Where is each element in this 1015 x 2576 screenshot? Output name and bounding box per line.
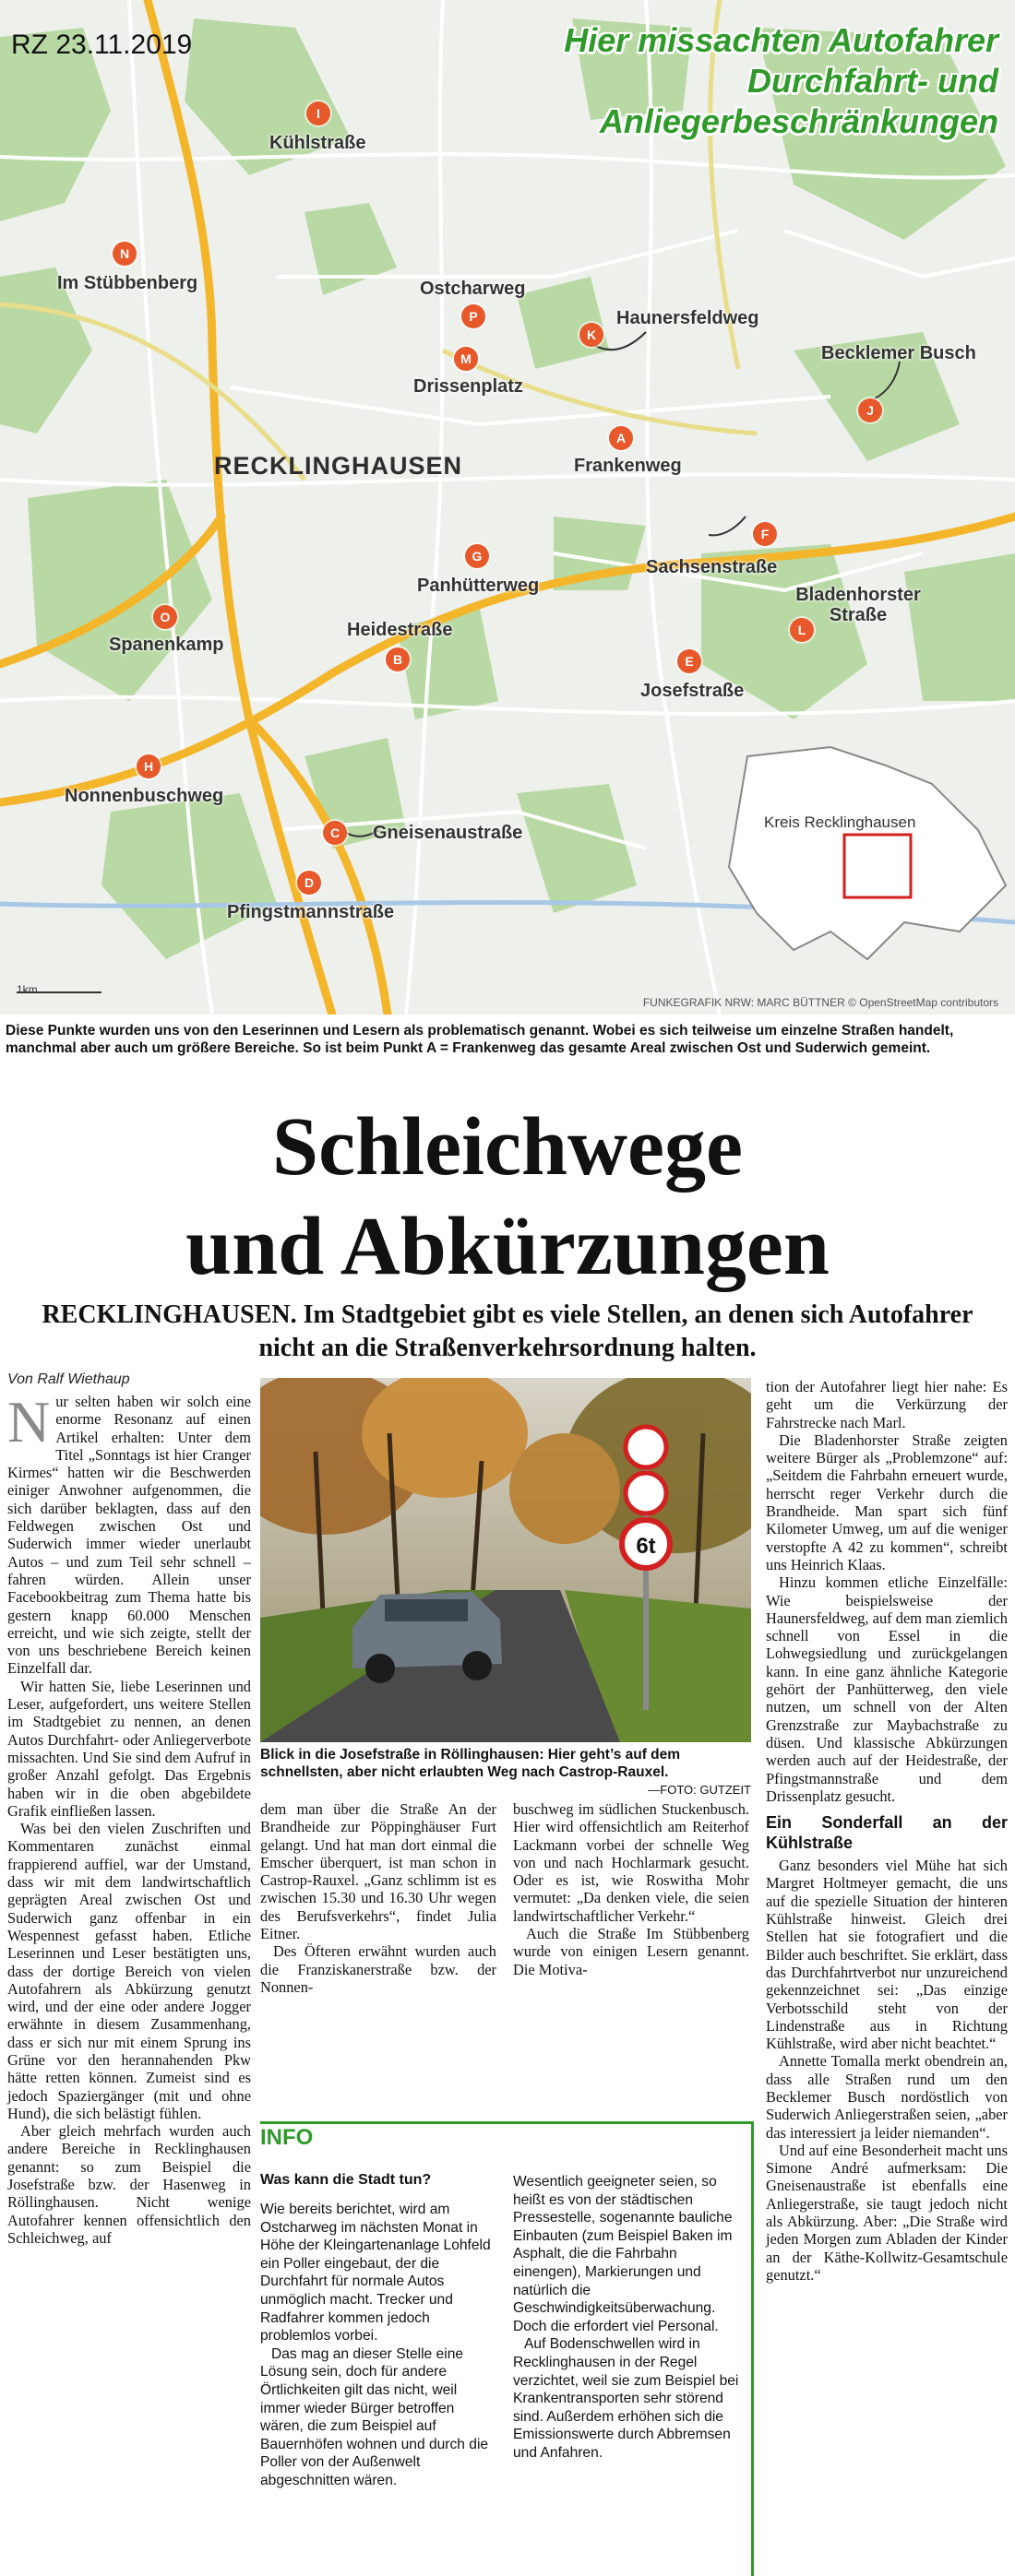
article-subtitle: RECKLINGHAUSEN. Im Stadtgebiet gibt es viele Stellen, an denen sich Autofahrer nicht an die Straßenverkehrsordnung halten. [42, 1300, 973, 1362]
map-pin-label: Kühlstraße [269, 133, 366, 153]
map-pin-label: Im Stübbenberg [57, 273, 198, 293]
paragraph: Annette Tomalla merkt obendrein an, dass alle Straßen rund um den Becklemer Busch nordöstlich von Suderwich Anliegerstraßen seien, „aber das interessiert ja leider niemanden“. [766, 2052, 1008, 2142]
paragraph: Und auf eine Besonderheit macht uns Simone André aufmerksam: Die Gneisenaustraße ist ebenfalls eine Anliegerstraße, sie taugt jedoch nicht als Abkürzung. Aber: „Die Straße wird jeden Morgen zum Abladen der Kinder an der Käthe-Kollwitz-Gesamtschule genutzt.“ [766, 2141, 1008, 2284]
article-photo [260, 1378, 751, 1742]
paragraph: Aber gleich mehrfach wurden auch andere Bereiche in Recklinghausen genannt: so zum Beispiel die Josefstraße bzw. der Hasenweg in Röllinghausen. Nicht wenige Autofahrer kennen offensichtlich den Schleichweg, auf [7, 2122, 251, 2247]
map-pin-label: Sachsenstraße [646, 557, 778, 577]
paragraph: Ganz besonders viel Mühe hat sich Margret Holtmeyer gemacht, die uns auf die spezielle Situation der hinteren Kühlstraße hinweist. Gleich drei Stellen hat sie fotografiert und die Bilder auch beschriftet. Sie erklärt, dass das Durchfahrtverbot nur unzureichend gekennzeichnet sei: „Das einzige Verbotsschild steht von der Lindenstraße aus in Richtung Kühlstraße, wird aber nicht beachtet.“ [766, 1857, 1008, 2053]
map-pin[interactable]: D [297, 871, 321, 895]
map-pin-label: Spanenkamp [109, 635, 224, 655]
paragraph: Was bei den vielen Zuschriften und Kommentaren zunächst einmal frappierend auffiel, war der Umstand, dass wir mit dem landwirtschaftlich geprägten Areal zwischen Ost und Suderwich ganz offenbar in ein Wespennest gefasst haben. Etliche Leserinnen und Leser bestätigten uns, dass der dortige Bereich von vielen Autofahrern als Abkürzung genutzt wird, und der eine oder andere Jogger erwähnte in diesem Zusammenhang, dass er sich nur mit einem Sprung ins Grüne vor den herannahenden Pkw hätte retten können. Zumeist sind es jedoch Spaziergänger (mit und ohne Hund), die sich belästigt fühlen. [7, 1820, 251, 2122]
paragraph: tion der Autofahrer liegt hier nahe: Es geht um die Verkürzung der Fahrstrecke nach Marl. [766, 1378, 1008, 1431]
map-headline-line: Durchfahrt- und [747, 62, 998, 100]
article-column-3 [513, 1800, 749, 1978]
paragraph: buschweg im südlichen Stuckenbusch. Hier wird offensichtlich am Reiterhof Lackmann vorbei der schnelle Weg von und nach Hochlarmark gesucht. Oder es ist, wie Roswitha Mohr vermutet: „Da denken viele, die seien landwirtschaftlicher Verkehr.“ [513, 1800, 749, 1925]
map-pin[interactable]: J [858, 398, 882, 422]
byline: Von Ralf Wiethaup [7, 1371, 130, 1387]
map-pin[interactable]: L [790, 618, 814, 642]
paragraph: Nur selten haben wir solch eine enorme Resonanz auf einen Artikel erhalten: Unter dem Titel „Sonntags ist hier Cranger Kirmes“ hatten wir die Beschwerden einiger Anwohner aufgenommen, die sich darüber beklagten, dass auf den Feldwegen zwischen Ost und Suderwich immer wieder unerlaubt Autos – und zum Teil sehr schnell – fahren würden. Allein unser Facebookbeitrag zum Thema hatte bis gestern knapp 60.000 Menschen erreicht, und wie sich zeigte, stellt der von uns beschriebene Bereich keinen Einzelfall dar. [7, 1389, 251, 1678]
map-credit: FUNKEGRAFIK NRW: MARC BÜTTNER © OpenStreetMap contributors [642, 996, 998, 1009]
article-column-1 [7, 1389, 251, 2247]
map-pin[interactable]: O [153, 605, 177, 629]
sign-text: 6t [636, 1534, 656, 1559]
article-column-4 [766, 1378, 1008, 2284]
article-column-2 [260, 1800, 496, 1996]
info-column-right [513, 2173, 739, 2463]
photo-credit: —FOTO: GUTZEIT [648, 1783, 751, 1797]
map-pin[interactable]: G [465, 544, 489, 568]
map-pin[interactable]: K [579, 323, 603, 347]
paragraph: Das mag an dieser Stelle eine Lösung sein, doch für andere Örtlichkeiten gilt das nicht, weil immer wieder Bürger betroffen wären, die zum Beispiel auf Bauernhöfen wohnen und durch die Poller von der Außenwelt abgeschnitten wären. [260, 2345, 489, 2488]
paragraph: Des Öfteren erwähnt wurden auch die Franziskanerstraße bzw. der Nonnen- [260, 1942, 496, 1996]
map-pin-label: Panhütterweg [417, 576, 540, 596]
paragraph: Auf Bodenschwellen wird in Recklinghausen in der Regel verzichtet, weil sie zum Beispiel bei Krankentransporten sehr störend sind. Außerdem erhöhen sich die Emissionswerte durch Abbremsen und Anfahren. [513, 2336, 739, 2461]
map-pin[interactable]: E [677, 649, 701, 673]
info-title: INFO [260, 2125, 314, 2150]
article-title [0, 1098, 1015, 1297]
map-pin[interactable]: B [386, 647, 410, 671]
paragraph: Die Bladenhorster Straße zeigten weitere Bürger als „Problemzone“ auf: „Seitdem die Fahrbahn erneuert wurde, herrscht reger Verkehr durch die Brandheide. Man spart sich fünf Kilometer Umweg, um auf die weniger verstopfte A 42 zu kommen“, schreibt uns Heinrich Klaas. [766, 1430, 1008, 1573]
paragraph: Wie bereits berichtet, wird am Ostcharweg im nächsten Monat in Höhe der Kleingartenanlage Lohfeld ein Poller eingebaut, der die Durchfahrt für normale Autos unmöglich macht. Trecker und Radfahrer kommen jedoch problemlos vorbei. [260, 2202, 491, 2345]
map-pin-label: Haunersfeldweg [616, 308, 759, 328]
map-pin[interactable]: I [306, 101, 330, 125]
map-pin-label: Heidestraße [347, 620, 453, 640]
map-pin-label: Frankenweg [574, 456, 682, 476]
map-pin[interactable]: N [113, 242, 137, 266]
article-title-line: Schleichwege [272, 1101, 743, 1193]
map-pin-label: Gneisenaustraße [373, 823, 523, 843]
map-pin-label: Nonnenbuschweg [65, 786, 224, 806]
map-pin-label: Drissenplatz [413, 376, 523, 397]
info-question: Was kann die Stadt tun? [260, 2172, 432, 2188]
map-pin-label: Ostcharweg [420, 279, 526, 299]
inset-label: Kreis Recklinghausen [764, 813, 916, 831]
map-pin[interactable]: H [137, 754, 161, 778]
map-pin[interactable]: C [323, 821, 347, 845]
scale-label: 1km [17, 983, 38, 996]
map-graphic [0, 0, 1015, 1015]
city-label: RECKLINGHAUSEN [214, 452, 463, 480]
dropcap: N [7, 1389, 51, 1454]
map-headline-line: Anliegerbeschränkungen [599, 102, 998, 140]
paragraph: Wir hatten Sie, liebe Leserinnen und Leser, aufgefordert, uns weitere Stellen im Stadtgebiet zu nennen, an denen Autos Durchfahrt- oder Anliegerverbote missachten. Und Sie sind dem Aufruf in großer Anzahl gefolgt. Das Ergebnis haben wir in die oben abgebildete Grafik einfließen lassen. [7, 1677, 251, 1820]
map-headline [445, 20, 998, 142]
map-pin-label: Bladenhorster Straße [795, 585, 921, 625]
date-stamp: RZ 23.11.2019 [11, 30, 193, 60]
map-caption: Diese Punkte wurden uns von den Leserinnen und Lesern als problematisch genannt. Wobei es sich teilweise um einzelne Straßen handelt, manchmal aber auch um größere Bereiche. So ist beim Punkt A = Frankenweg das gesamte Areal zwischen Ost und Suderwich gemeint. [6, 1023, 954, 1056]
map-pin-label: Pfingstmannstraße [227, 902, 395, 922]
map-pin-label: Becklemer Busch [821, 343, 976, 363]
map-pin[interactable]: F [753, 522, 777, 546]
map-pin[interactable]: M [454, 347, 478, 371]
photo-illustration [260, 1378, 751, 1742]
map-pin[interactable]: A [609, 426, 633, 450]
paragraph: Auch die Straße Im Stübbenberg wurde von einigen Lesern genannt. Die Motiva- [513, 1925, 749, 1978]
photo-caption: Blick in die Josefstraße in Röllinghausen: Hier geht’s auf dem schnellsten, aber nicht erlaubten Weg nach Castrop-Rauxel. —FOTO: GUTZEIT [260, 1747, 751, 1797]
paragraph: dem man über die Straße An der Brandheide zur Pöppinghäuser Furt gelangt. Und hat man dort einmal die Emscher überquert, ist man schon in Castrop-Rauxel. „Ganz schlimm ist es zwischen 15.30 und 16.30 Uhr wegen des Berufsverkehrs“, findet Julia Eitner. [260, 1800, 496, 1943]
paragraph: Hinzu kommen etliche Einzelfälle: Wie beispielsweise der Haunersfeldweg, auf dem man ziemlich schnell von Essel in die Lohwegsiedlung und zurückgelangen kann. In eine ganz ähnliche Kategorie gehört der Panhütterweg, den viele nutzen, um schnell von der Alten Grenzstraße zur Maybachstraße zu düsen. Und klassische Abkürzungen werden auch auf der Heidestraße, der Pfingstmannstraße und dem Drissenplatz gesucht. [766, 1573, 1008, 1805]
paragraph: Wesentlich geeigneter seien, so heißt es von der städtischen Pressestelle, sogenannte bauliche Einbauten (zum Beispiel Baken im Asphalt, die die Fahrbahn einengen), Markierungen und natürlich die Geschwindigkeitsüberwachung. Doch die erfordert viel Personal. [513, 2174, 733, 2334]
map-pin[interactable]: P [461, 304, 485, 328]
map-pin-label: Josefstraße [640, 681, 745, 701]
map-headline-line: Hier missachten Autofahrer [564, 21, 998, 59]
info-column-left [260, 2201, 491, 2490]
article-title-line: und Abkürzungen [185, 1201, 830, 1292]
map-base [0, 0, 1015, 1015]
article-subhead: Ein Sonderfall an der Kühlstraße [766, 1813, 1008, 1853]
